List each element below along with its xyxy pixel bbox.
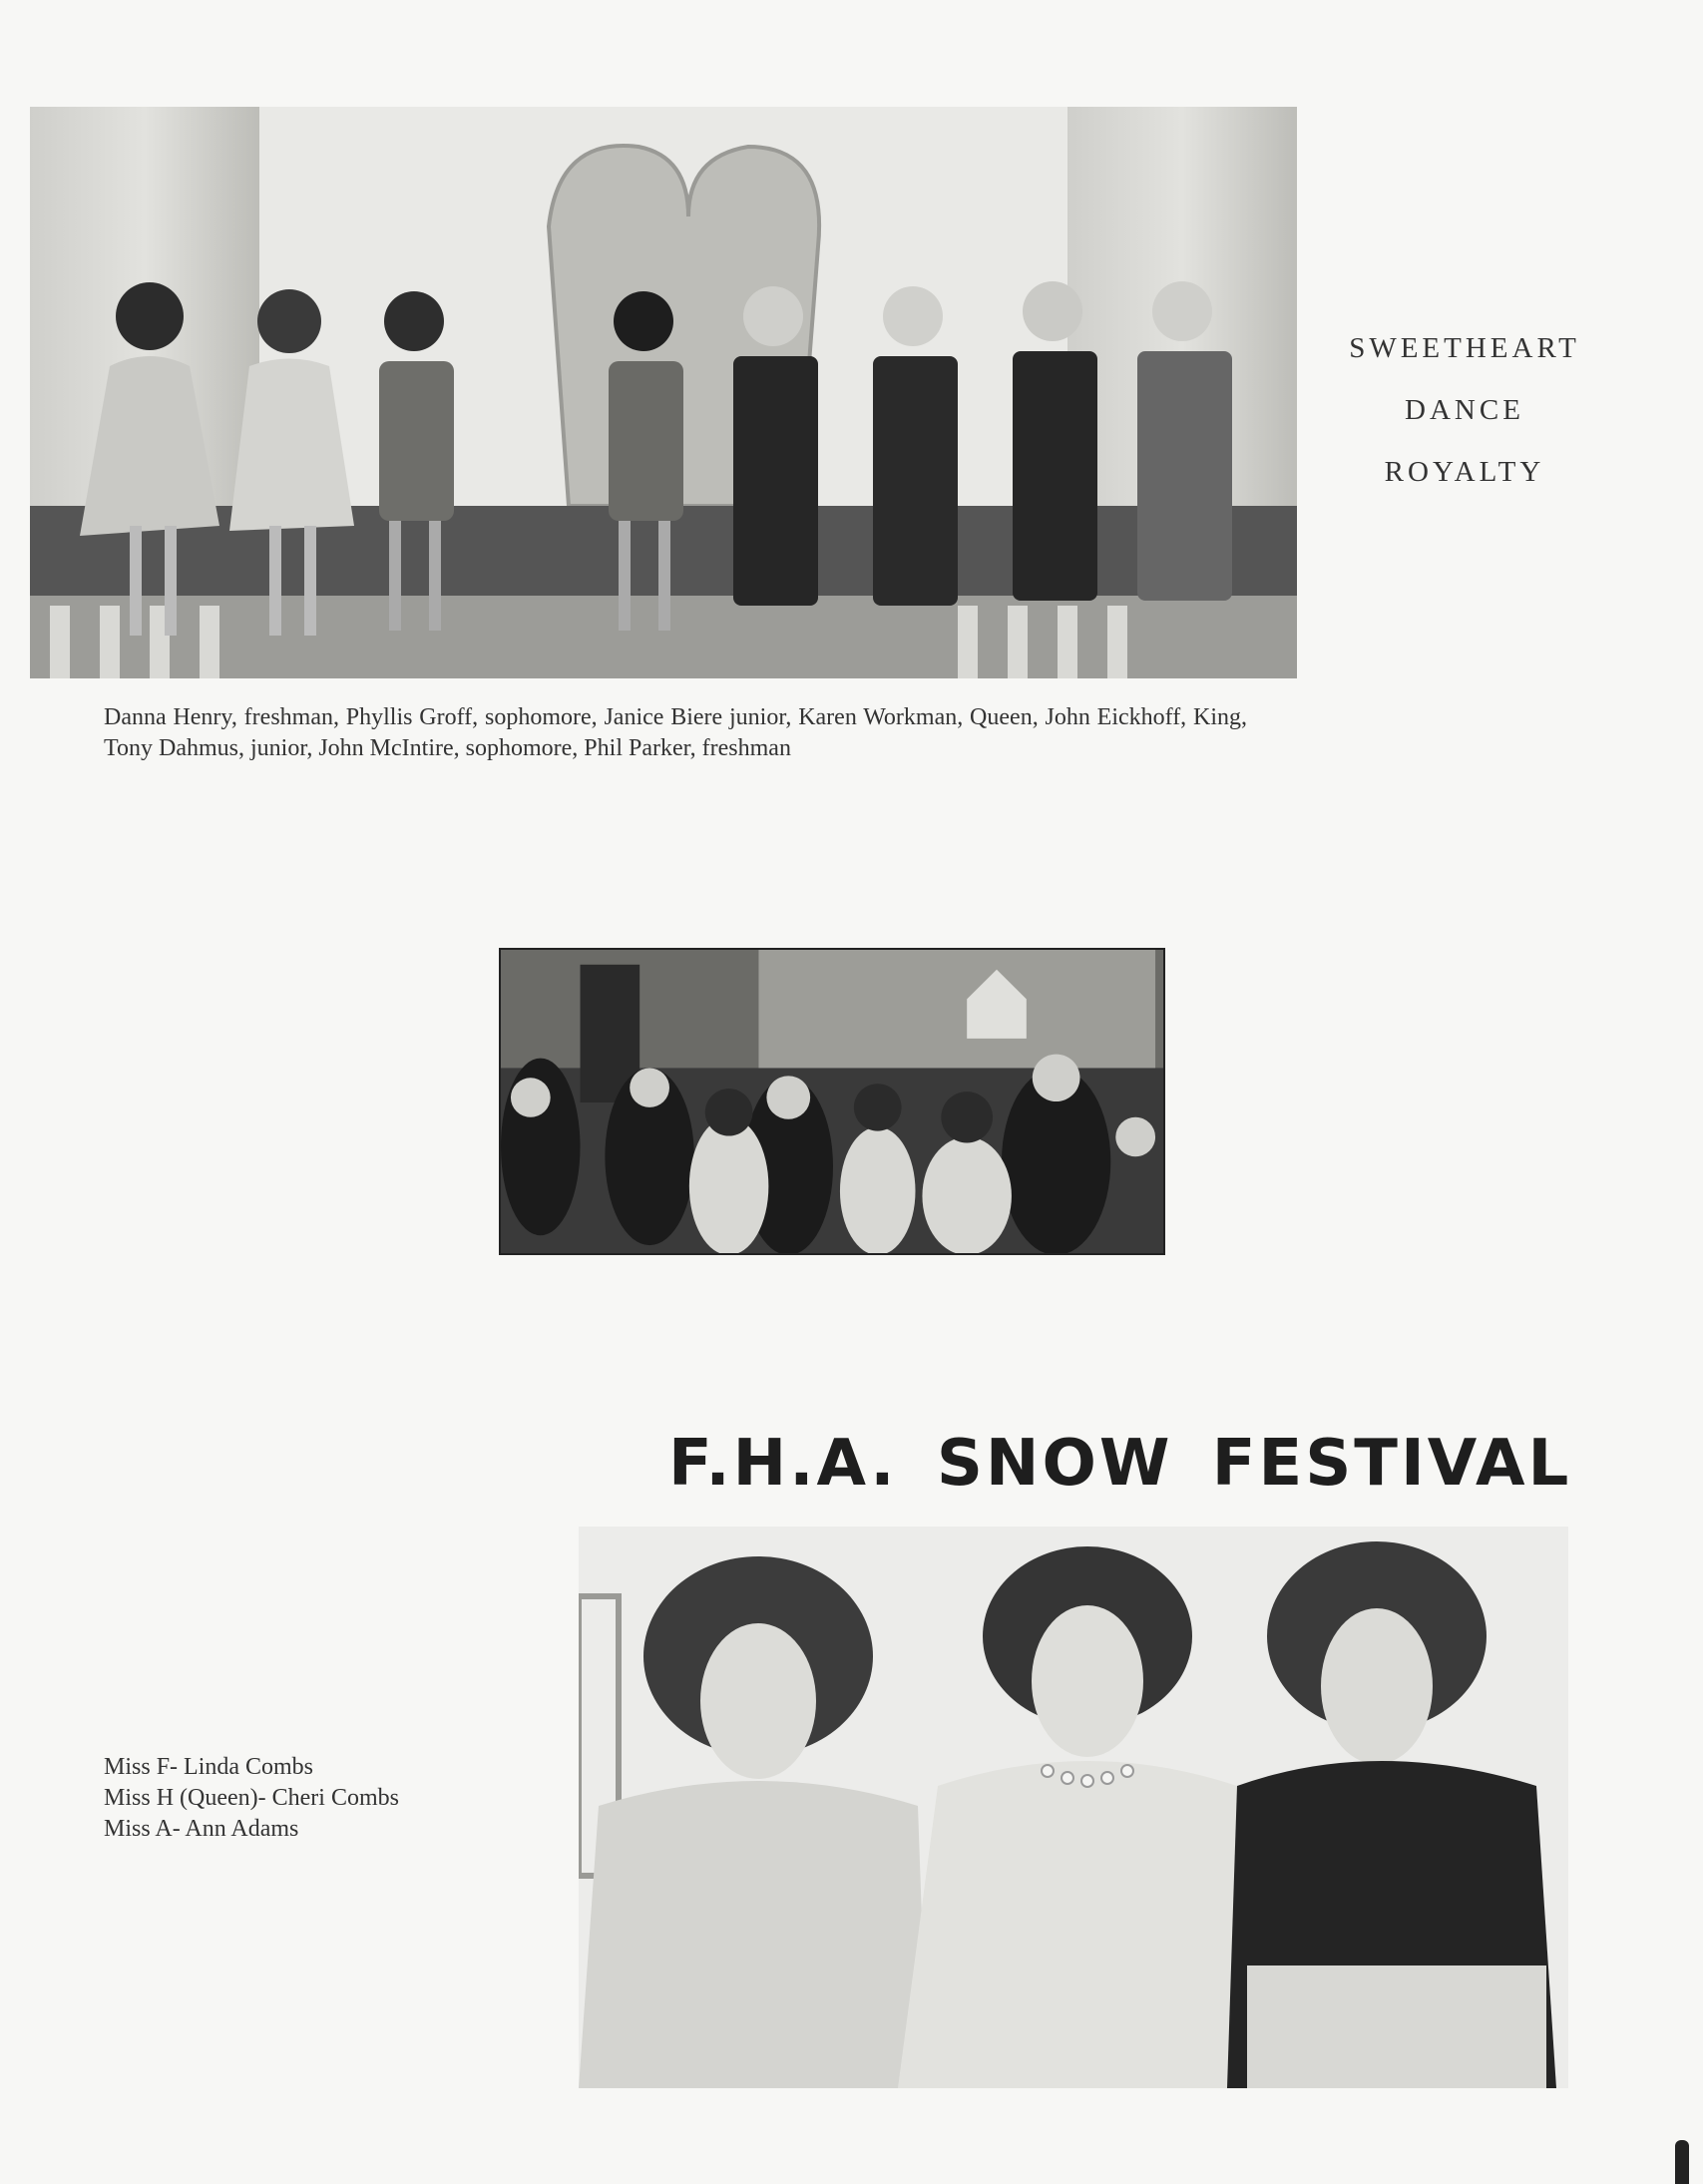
title-line: DANCE [1405,394,1524,426]
title-line: SWEETHEART [1349,332,1580,364]
royalty-photo [30,107,1297,678]
caption-line: Miss H (Queen)- Cheri Combs [104,1785,399,1811]
page-edge-mark [1675,2140,1689,2184]
royalty-caption: Danna Henry, freshman, Phyllis Groff, sophomore, Janice Biere junior, Karen Workman, Queen, John Eickhoff, King, Tony Dahmus, junior, John McIntire, sophomore, Phil Parker, freshman [104,704,1247,761]
caption-line: Miss A- Ann Adams [104,1816,299,1842]
dance-photo [499,948,1165,1255]
sweetheart-dance-royalty-title [1315,317,1614,503]
caption-line: Miss F- Linda Combs [104,1754,314,1780]
snow-festival-photo [579,1527,1568,2088]
title-line: ROYALTY [1384,456,1545,488]
fha-snow-festival-title: F.H.A. SNOW FESTIVAL [668,1427,1572,1501]
snow-festival-caption [104,1752,399,1845]
